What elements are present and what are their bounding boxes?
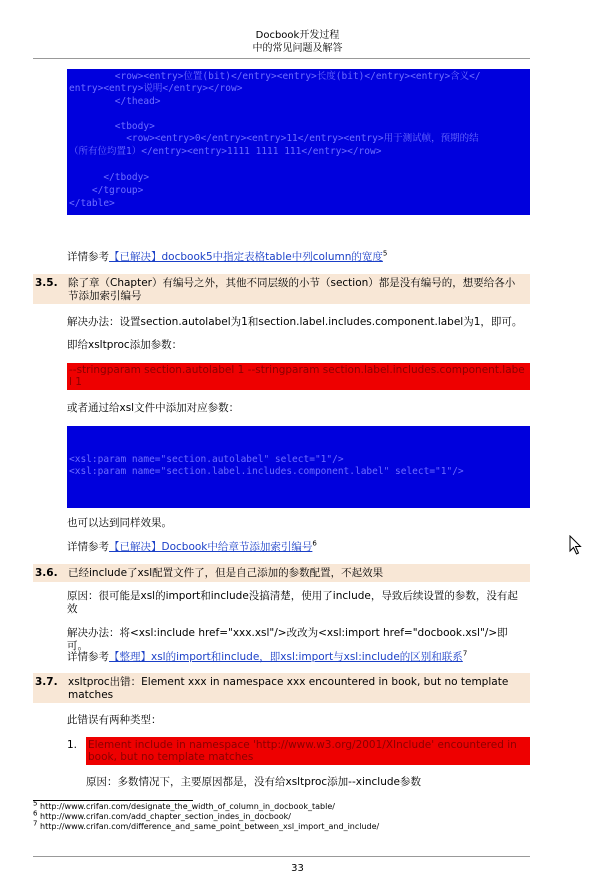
footnote: $^5$ http://www.crifan.com/designate_the_width_of_column_in_docbook_table/ xyxy=(33,799,335,811)
reference-line: 详情参考【已解决】Docbook中给章节添加索引编号$^6$ xyxy=(67,539,317,553)
solution-text: 解决办法：设置section.autolabel为1和section.label.includes.component.label为1，即可。 xyxy=(67,316,523,328)
section-title: 除了章（Chapter）有编号之外，其他不同层级的小节（section）都是没有编号的，想要给各小节添加索引编号 xyxy=(68,277,516,302)
header-title-line1: Docbook开发过程 xyxy=(255,30,340,41)
code-line: entry><entry>说明</entry></row> xyxy=(69,83,243,94)
code-line: </tbody> xyxy=(69,172,150,183)
reference-link[interactable]: 【已解决】docbook5中指定表格table中列column的宽度 xyxy=(109,251,383,263)
footnote-marker: 7 xyxy=(462,649,468,658)
code-line: </table> xyxy=(69,198,115,209)
mouse-pointer-icon xyxy=(569,535,583,555)
same-effect-text: 也可以达到同样效果。 xyxy=(67,517,172,529)
param-code: --stringparam section.autolabel 1 --stringparam section.label.includes.component.label 1 xyxy=(69,364,525,388)
code-line: <row><entry>0</entry><entry>11</entry><entry>用于测试帧，预期的结 xyxy=(69,133,479,144)
xsl-intro: 或者通过给xsl文件中添加对应参数： xyxy=(67,402,240,414)
page-number: 33 xyxy=(291,863,304,874)
footer-divider xyxy=(33,856,530,857)
code-line: </thead> xyxy=(69,96,161,107)
section-heading-3-5 xyxy=(33,274,530,304)
reason-text: 原因：多数情况下，主要原因都是，没有给xsltproc添加--xinclude参数 xyxy=(86,776,421,788)
code-line: <xsl:param name="section.label.includes.component.label" select="1"/> xyxy=(69,466,464,477)
error-code: Element include in namespace 'http://www.w3.org/2001/XInclude' encountered in book, but no template matches xyxy=(88,739,517,763)
footnote-marker: 6 xyxy=(312,539,317,548)
header-title-line2: 中的常见问题及解答 xyxy=(252,43,343,54)
xsltproc-intro: 即给xsltproc添加参数： xyxy=(67,339,183,351)
footnote: $^7$ http://www.crifan.com/difference_and_same_point_between_xsl_import_and_include/ xyxy=(33,819,380,831)
code-line: （所有位均置1）</entry><entry>1111 1111 111</entry></row> xyxy=(69,146,382,157)
code-line: <xsl:param name="section.autolabel" select="1"/> xyxy=(69,454,344,465)
types-intro: 此错误有两种类型： xyxy=(67,714,162,726)
list-number: 1. xyxy=(67,739,78,751)
error-code-block xyxy=(86,737,530,765)
code-line: </tgroup> xyxy=(69,185,144,196)
code-line: <row><entry>位置(bit)</entry><entry>长度(bit)</entry><entry>含义</ xyxy=(69,71,481,82)
reason-text: 原因：很可能是xsl的import和include没搞清楚，使用了include，导致后续设置的参数，没有起效 xyxy=(67,590,518,615)
section-title: xsltproc出错：Element xxx in namespace xxx encountered in book, but no template matches xyxy=(68,676,509,701)
header-divider xyxy=(33,58,530,59)
xsl-code-block xyxy=(67,426,530,508)
section-number: 3.7. xyxy=(35,676,58,688)
section-title: 已经include了xsl配置文件了，但是自己添加的参数配置，不起效果 xyxy=(68,567,384,579)
code-block-table xyxy=(67,69,530,215)
reference-link[interactable]: 【已解决】Docbook中给章节添加索引编号 xyxy=(109,541,313,553)
reference-line: 详情参考【已解决】docbook5中指定表格table中列column的宽度$^5$ xyxy=(67,249,388,263)
solution-text: 解决办法：将<xsl:include href="xxx.xsl"/>改改为<xsl:import href="docbook.xsl"/>即可。 xyxy=(67,627,508,652)
section-number: 3.5. xyxy=(35,277,58,289)
section-number: 3.6. xyxy=(35,567,58,579)
section-heading-3-6 xyxy=(33,564,530,582)
reference-link[interactable]: 【整理】xsl的import和include，即xsl:import与xsl:include的区别和联系 xyxy=(109,651,463,663)
footnote: $^6$ http://www.crifan.com/add_chapter_section_indes_in_docbook/ xyxy=(33,809,291,821)
footnote-divider xyxy=(33,800,193,801)
section-heading-3-7 xyxy=(33,673,530,703)
reference-line: 详情参考【整理】xsl的import和include，即xsl:import与xsl:include的区别和联系$^7$ xyxy=(67,649,468,663)
param-code-block xyxy=(67,363,530,390)
footnote-marker: 5 xyxy=(382,249,388,258)
code-line: <tbody> xyxy=(69,121,155,132)
